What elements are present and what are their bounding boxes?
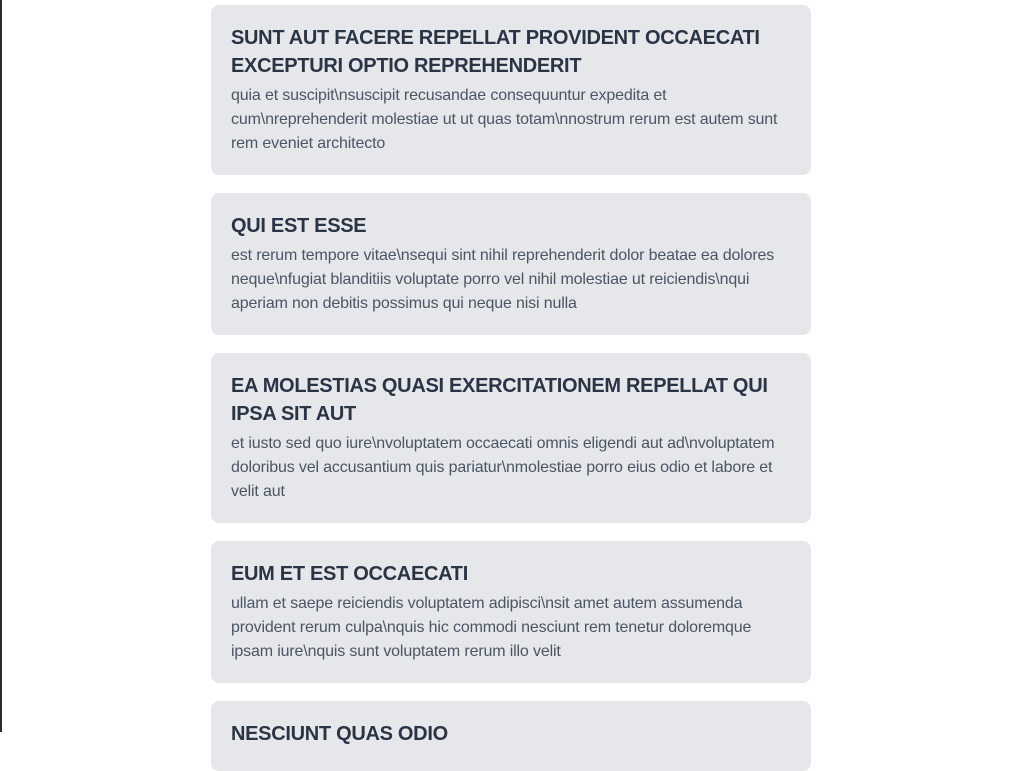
post-title: QUI EST ESSE: [231, 215, 367, 237]
post-card[interactable]: [211, 353, 811, 523]
post-title: SUNT AUT FACERE REPELLAT PROVIDENT OCCAECATI EXCEPTURI OPTIO REPREHENDERIT: [231, 27, 760, 77]
post-body: est rerum tempore vitae\nsequi sint nihil reprehenderit dolor beatae ea dolores neque\nfugiat blanditiis voluptate porro vel nihil molestiae ut reiciendis\nqui aperiam non debitis possimus qui neque nisi nulla: [231, 247, 775, 312]
post-card[interactable]: [211, 541, 811, 683]
posts-list: [211, 0, 811, 771]
post-title: NESCIUNT QUAS ODIO: [231, 723, 448, 745]
post-body: ullam et saepe reiciendis voluptatem adipisci\nsit amet autem assumenda provident rerum culpa\nquis hic commodi nesciunt rem tenetur doloremque ipsam iure\nquis sunt voluptatem rerum illo velit: [231, 595, 752, 660]
post-card[interactable]: [211, 193, 811, 335]
post-card[interactable]: [211, 5, 811, 175]
post-card[interactable]: [211, 701, 811, 771]
post-body: quia et suscipit\nsuscipit recusandae consequuntur expedita et cum\nreprehenderit molestiae ut ut quas totam\nnostrum rerum est autem sunt rem eveniet architecto: [231, 87, 778, 152]
post-title: EUM ET EST OCCAECATI: [231, 563, 468, 585]
post-title: EA MOLESTIAS QUASI EXERCITATIONEM REPELLAT QUI IPSA SIT AUT: [231, 375, 768, 425]
post-body: et iusto sed quo iure\nvoluptatem occaecati omnis eligendi aut ad\nvoluptatem doloribus vel accusantium quis pariatur\nmolestiae porro eius odio et labore et velit aut: [231, 435, 775, 500]
